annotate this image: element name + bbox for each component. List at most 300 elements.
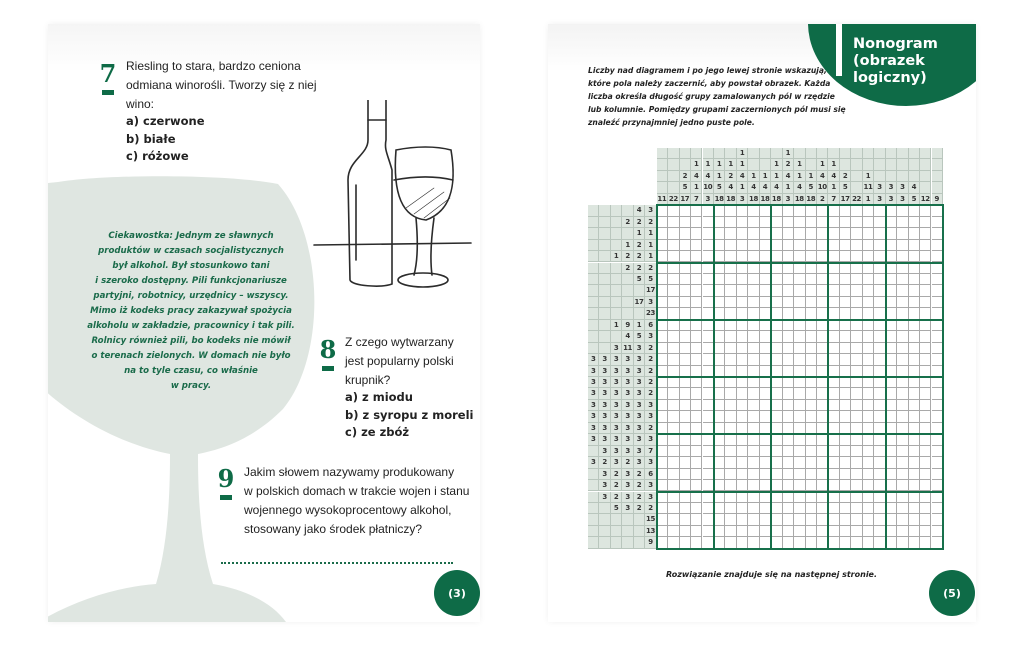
grid-cell[interactable] bbox=[771, 514, 782, 525]
grid-cell[interactable] bbox=[863, 274, 874, 285]
grid-cell[interactable] bbox=[840, 240, 851, 251]
grid-cell[interactable] bbox=[725, 503, 736, 514]
grid-cell[interactable] bbox=[840, 492, 851, 503]
grid-cell[interactable] bbox=[771, 274, 782, 285]
grid-cell[interactable] bbox=[909, 434, 920, 445]
grid-cell[interactable] bbox=[771, 446, 782, 457]
grid-cell[interactable] bbox=[714, 285, 725, 296]
grid-cell[interactable] bbox=[737, 274, 748, 285]
grid-cell[interactable] bbox=[897, 285, 908, 296]
grid-cell[interactable] bbox=[863, 354, 874, 365]
grid-cell[interactable] bbox=[714, 434, 725, 445]
grid-cell[interactable] bbox=[897, 297, 908, 308]
grid-cell[interactable] bbox=[920, 343, 931, 354]
grid-cell[interactable] bbox=[691, 514, 702, 525]
grid-cell[interactable] bbox=[863, 205, 874, 216]
grid-cell[interactable] bbox=[714, 514, 725, 525]
grid-cell[interactable] bbox=[783, 457, 794, 468]
grid-cell[interactable] bbox=[748, 469, 759, 480]
grid-cell[interactable] bbox=[851, 492, 862, 503]
grid-cell[interactable] bbox=[886, 446, 897, 457]
grid-cell[interactable] bbox=[668, 411, 679, 422]
grid-cell[interactable] bbox=[737, 240, 748, 251]
grid-cell[interactable] bbox=[909, 217, 920, 228]
grid-cell[interactable] bbox=[920, 388, 931, 399]
grid-cell[interactable] bbox=[920, 457, 931, 468]
grid-cell[interactable] bbox=[897, 388, 908, 399]
grid-cell[interactable] bbox=[828, 331, 839, 342]
grid-cell[interactable] bbox=[840, 217, 851, 228]
grid-cell[interactable] bbox=[771, 205, 782, 216]
grid-cell[interactable] bbox=[920, 354, 931, 365]
grid-cell[interactable] bbox=[657, 469, 668, 480]
grid-cell[interactable] bbox=[748, 217, 759, 228]
grid-cell[interactable] bbox=[748, 388, 759, 399]
grid-cell[interactable] bbox=[771, 411, 782, 422]
grid-cell[interactable] bbox=[840, 263, 851, 274]
grid-cell[interactable] bbox=[909, 400, 920, 411]
grid-cell[interactable] bbox=[737, 411, 748, 422]
grid-cell[interactable] bbox=[909, 469, 920, 480]
grid-cell[interactable] bbox=[886, 320, 897, 331]
grid-cell[interactable] bbox=[851, 400, 862, 411]
grid-cell[interactable] bbox=[794, 228, 805, 239]
grid-cell[interactable] bbox=[806, 469, 817, 480]
grid-cell[interactable] bbox=[909, 228, 920, 239]
answer-option-c[interactable]: c) różowe bbox=[126, 149, 189, 163]
grid-cell[interactable] bbox=[668, 354, 679, 365]
grid-cell[interactable] bbox=[840, 297, 851, 308]
grid-cell[interactable] bbox=[725, 205, 736, 216]
grid-cell[interactable] bbox=[909, 263, 920, 274]
grid-cell[interactable] bbox=[748, 263, 759, 274]
grid-cell[interactable] bbox=[714, 343, 725, 354]
grid-cell[interactable] bbox=[714, 274, 725, 285]
grid-cell[interactable] bbox=[863, 217, 874, 228]
grid-cell[interactable] bbox=[840, 434, 851, 445]
grid-cell[interactable] bbox=[840, 526, 851, 537]
grid-cell[interactable] bbox=[909, 492, 920, 503]
grid-cell[interactable] bbox=[851, 446, 862, 457]
grid-cell[interactable] bbox=[886, 240, 897, 251]
grid-cell[interactable] bbox=[680, 331, 691, 342]
grid-cell[interactable] bbox=[714, 526, 725, 537]
grid-cell[interactable] bbox=[737, 446, 748, 457]
grid-cell[interactable] bbox=[909, 457, 920, 468]
grid-cell[interactable] bbox=[886, 377, 897, 388]
grid-cell[interactable] bbox=[806, 240, 817, 251]
grid-cell[interactable] bbox=[771, 263, 782, 274]
grid-cell[interactable] bbox=[737, 297, 748, 308]
grid-cell[interactable] bbox=[840, 228, 851, 239]
grid-cell[interactable] bbox=[851, 343, 862, 354]
grid-cell[interactable] bbox=[920, 217, 931, 228]
grid-cell[interactable] bbox=[897, 354, 908, 365]
grid-cell[interactable] bbox=[828, 354, 839, 365]
grid-cell[interactable] bbox=[806, 503, 817, 514]
grid-cell[interactable] bbox=[828, 343, 839, 354]
grid-cell[interactable] bbox=[909, 354, 920, 365]
grid-cell[interactable] bbox=[783, 514, 794, 525]
grid-cell[interactable] bbox=[783, 331, 794, 342]
grid-cell[interactable] bbox=[680, 205, 691, 216]
grid-cell[interactable] bbox=[897, 274, 908, 285]
grid-cell[interactable] bbox=[737, 354, 748, 365]
grid-cell[interactable] bbox=[897, 217, 908, 228]
grid-cell[interactable] bbox=[886, 274, 897, 285]
grid-cell[interactable] bbox=[806, 331, 817, 342]
grid-cell[interactable] bbox=[680, 320, 691, 331]
grid-cell[interactable] bbox=[748, 457, 759, 468]
grid-cell[interactable] bbox=[737, 400, 748, 411]
grid-cell[interactable] bbox=[794, 297, 805, 308]
grid-cell[interactable] bbox=[897, 434, 908, 445]
grid-cell[interactable] bbox=[794, 526, 805, 537]
grid-cell[interactable] bbox=[897, 526, 908, 537]
grid-cell[interactable] bbox=[828, 446, 839, 457]
grid-cell[interactable] bbox=[737, 343, 748, 354]
grid-cell[interactable] bbox=[920, 446, 931, 457]
grid-cell[interactable] bbox=[725, 514, 736, 525]
grid-cell[interactable] bbox=[886, 217, 897, 228]
grid-cell[interactable] bbox=[851, 297, 862, 308]
grid-cell[interactable] bbox=[806, 205, 817, 216]
grid-cell[interactable] bbox=[657, 446, 668, 457]
grid-cell[interactable] bbox=[897, 411, 908, 422]
grid-cell[interactable] bbox=[863, 320, 874, 331]
grid-cell[interactable] bbox=[920, 274, 931, 285]
grid-cell[interactable] bbox=[714, 388, 725, 399]
grid-cell[interactable] bbox=[668, 297, 679, 308]
grid-cell[interactable] bbox=[783, 217, 794, 228]
grid-cell[interactable] bbox=[886, 526, 897, 537]
grid-cell[interactable] bbox=[794, 217, 805, 228]
grid-cell[interactable] bbox=[783, 205, 794, 216]
grid-cell[interactable] bbox=[828, 514, 839, 525]
grid-cell[interactable] bbox=[863, 285, 874, 296]
grid-cell[interactable] bbox=[920, 492, 931, 503]
grid-cell[interactable] bbox=[668, 205, 679, 216]
grid-cell[interactable] bbox=[886, 400, 897, 411]
grid-cell[interactable] bbox=[806, 388, 817, 399]
grid-cell[interactable] bbox=[897, 492, 908, 503]
grid-cell[interactable] bbox=[909, 205, 920, 216]
grid-cell[interactable] bbox=[851, 411, 862, 422]
grid-cell[interactable] bbox=[691, 331, 702, 342]
grid-cell[interactable] bbox=[863, 503, 874, 514]
grid-cell[interactable] bbox=[771, 434, 782, 445]
grid-cell[interactable] bbox=[657, 411, 668, 422]
grid-cell[interactable] bbox=[828, 526, 839, 537]
grid-cell[interactable] bbox=[794, 205, 805, 216]
grid-cell[interactable] bbox=[748, 514, 759, 525]
grid-cell[interactable] bbox=[886, 411, 897, 422]
grid-cell[interactable] bbox=[806, 492, 817, 503]
grid-cell[interactable] bbox=[783, 526, 794, 537]
grid-cell[interactable] bbox=[737, 514, 748, 525]
grid-cell[interactable] bbox=[737, 217, 748, 228]
grid-cell[interactable] bbox=[886, 514, 897, 525]
grid-cell[interactable] bbox=[806, 377, 817, 388]
grid-cell[interactable] bbox=[909, 297, 920, 308]
grid-cell[interactable] bbox=[691, 469, 702, 480]
grid-cell[interactable] bbox=[725, 240, 736, 251]
grid-cell[interactable] bbox=[886, 331, 897, 342]
grid-cell[interactable] bbox=[863, 377, 874, 388]
grid-cell[interactable] bbox=[840, 388, 851, 399]
grid-cell[interactable] bbox=[851, 514, 862, 525]
grid-cell[interactable] bbox=[657, 205, 668, 216]
grid-cell[interactable] bbox=[828, 285, 839, 296]
grid-cell[interactable] bbox=[828, 274, 839, 285]
grid-cell[interactable] bbox=[668, 514, 679, 525]
grid-cell[interactable] bbox=[680, 297, 691, 308]
grid-cell[interactable] bbox=[851, 377, 862, 388]
grid-cell[interactable] bbox=[783, 503, 794, 514]
grid-cell[interactable] bbox=[771, 297, 782, 308]
grid-cell[interactable] bbox=[748, 446, 759, 457]
grid-cell[interactable] bbox=[851, 240, 862, 251]
grid-cell[interactable] bbox=[909, 343, 920, 354]
grid-cell[interactable] bbox=[771, 285, 782, 296]
grid-cell[interactable] bbox=[794, 285, 805, 296]
grid-cell[interactable] bbox=[920, 297, 931, 308]
grid-cell[interactable] bbox=[691, 354, 702, 365]
grid-cell[interactable] bbox=[657, 228, 668, 239]
grid-cell[interactable] bbox=[897, 457, 908, 468]
grid-cell[interactable] bbox=[691, 274, 702, 285]
grid-cell[interactable] bbox=[657, 388, 668, 399]
grid-cell[interactable] bbox=[725, 526, 736, 537]
grid-cell[interactable] bbox=[806, 297, 817, 308]
grid-cell[interactable] bbox=[691, 297, 702, 308]
grid-cell[interactable] bbox=[863, 457, 874, 468]
grid-cell[interactable] bbox=[748, 240, 759, 251]
grid-cell[interactable] bbox=[920, 469, 931, 480]
grid-cell[interactable] bbox=[863, 469, 874, 480]
grid-cell[interactable] bbox=[771, 320, 782, 331]
grid-cell[interactable] bbox=[680, 400, 691, 411]
grid-cell[interactable] bbox=[748, 400, 759, 411]
grid-cell[interactable] bbox=[657, 240, 668, 251]
grid-cell[interactable] bbox=[714, 320, 725, 331]
grid-cell[interactable] bbox=[909, 320, 920, 331]
grid-cell[interactable] bbox=[668, 320, 679, 331]
grid-cell[interactable] bbox=[668, 446, 679, 457]
grid-cell[interactable] bbox=[794, 434, 805, 445]
grid-cell[interactable] bbox=[680, 263, 691, 274]
grid-cell[interactable] bbox=[794, 492, 805, 503]
grid-cell[interactable] bbox=[725, 331, 736, 342]
grid-cell[interactable] bbox=[806, 354, 817, 365]
grid-cell[interactable] bbox=[771, 217, 782, 228]
grid-cell[interactable] bbox=[886, 457, 897, 468]
grid-cell[interactable] bbox=[714, 331, 725, 342]
grid-cell[interactable] bbox=[714, 492, 725, 503]
grid-cell[interactable] bbox=[794, 514, 805, 525]
grid-cell[interactable] bbox=[863, 240, 874, 251]
grid-cell[interactable] bbox=[806, 446, 817, 457]
grid-cell[interactable] bbox=[737, 469, 748, 480]
grid-cell[interactable] bbox=[680, 492, 691, 503]
grid-cell[interactable] bbox=[863, 343, 874, 354]
grid-cell[interactable] bbox=[806, 434, 817, 445]
grid-cell[interactable] bbox=[737, 457, 748, 468]
grid-cell[interactable] bbox=[783, 285, 794, 296]
grid-cell[interactable] bbox=[783, 240, 794, 251]
grid-cell[interactable] bbox=[863, 228, 874, 239]
grid-cell[interactable] bbox=[897, 205, 908, 216]
grid-cell[interactable] bbox=[725, 446, 736, 457]
grid-cell[interactable] bbox=[897, 503, 908, 514]
grid-cell[interactable] bbox=[737, 503, 748, 514]
grid-cell[interactable] bbox=[897, 400, 908, 411]
grid-cell[interactable] bbox=[851, 354, 862, 365]
grid-cell[interactable] bbox=[828, 411, 839, 422]
grid-cell[interactable] bbox=[863, 388, 874, 399]
grid-cell[interactable] bbox=[668, 274, 679, 285]
grid-cell[interactable] bbox=[920, 503, 931, 514]
grid-cell[interactable] bbox=[897, 240, 908, 251]
grid-cell[interactable] bbox=[783, 228, 794, 239]
grid-cell[interactable] bbox=[771, 228, 782, 239]
grid-cell[interactable] bbox=[771, 503, 782, 514]
grid-cell[interactable] bbox=[840, 503, 851, 514]
grid-cell[interactable] bbox=[794, 331, 805, 342]
grid-cell[interactable] bbox=[668, 492, 679, 503]
grid-cell[interactable] bbox=[828, 469, 839, 480]
grid-cell[interactable] bbox=[794, 354, 805, 365]
grid-cell[interactable] bbox=[794, 320, 805, 331]
grid-cell[interactable] bbox=[897, 514, 908, 525]
grid-cell[interactable] bbox=[783, 297, 794, 308]
grid-cell[interactable] bbox=[737, 320, 748, 331]
grid-cell[interactable] bbox=[920, 526, 931, 537]
grid-cell[interactable] bbox=[737, 377, 748, 388]
grid-cell[interactable] bbox=[668, 217, 679, 228]
answer-line[interactable] bbox=[221, 562, 453, 564]
grid-cell[interactable] bbox=[863, 446, 874, 457]
grid-cell[interactable] bbox=[714, 446, 725, 457]
grid-cell[interactable] bbox=[920, 434, 931, 445]
grid-cell[interactable] bbox=[714, 457, 725, 468]
grid-cell[interactable] bbox=[748, 331, 759, 342]
grid-cell[interactable] bbox=[657, 263, 668, 274]
grid-cell[interactable] bbox=[771, 388, 782, 399]
grid-cell[interactable] bbox=[909, 377, 920, 388]
grid-cell[interactable] bbox=[863, 400, 874, 411]
grid-cell[interactable] bbox=[851, 331, 862, 342]
grid-cell[interactable] bbox=[725, 492, 736, 503]
grid-cell[interactable] bbox=[828, 457, 839, 468]
grid-cell[interactable] bbox=[680, 354, 691, 365]
grid-cell[interactable] bbox=[657, 514, 668, 525]
grid-cell[interactable] bbox=[691, 411, 702, 422]
grid-cell[interactable] bbox=[691, 526, 702, 537]
grid-cell[interactable] bbox=[840, 285, 851, 296]
grid-cell[interactable] bbox=[783, 354, 794, 365]
grid-cell[interactable] bbox=[691, 400, 702, 411]
grid-cell[interactable] bbox=[657, 331, 668, 342]
grid-cell[interactable] bbox=[783, 469, 794, 480]
grid-cell[interactable] bbox=[840, 400, 851, 411]
grid-cell[interactable] bbox=[840, 331, 851, 342]
grid-cell[interactable] bbox=[886, 492, 897, 503]
grid-cell[interactable] bbox=[909, 240, 920, 251]
grid-cell[interactable] bbox=[783, 492, 794, 503]
grid-cell[interactable] bbox=[668, 343, 679, 354]
grid-cell[interactable] bbox=[771, 331, 782, 342]
grid-cell[interactable] bbox=[725, 263, 736, 274]
grid-cell[interactable] bbox=[657, 503, 668, 514]
grid-cell[interactable] bbox=[748, 434, 759, 445]
grid-cell[interactable] bbox=[840, 457, 851, 468]
grid-cell[interactable] bbox=[725, 228, 736, 239]
grid-cell[interactable] bbox=[725, 434, 736, 445]
grid-cell[interactable] bbox=[748, 343, 759, 354]
grid-cell[interactable] bbox=[657, 320, 668, 331]
grid-cell[interactable] bbox=[828, 205, 839, 216]
grid-cell[interactable] bbox=[737, 434, 748, 445]
grid-cell[interactable] bbox=[680, 526, 691, 537]
grid-cell[interactable] bbox=[737, 285, 748, 296]
grid-cell[interactable] bbox=[886, 503, 897, 514]
grid-cell[interactable] bbox=[794, 400, 805, 411]
grid-cell[interactable] bbox=[863, 263, 874, 274]
grid-cell[interactable] bbox=[840, 446, 851, 457]
grid-cell[interactable] bbox=[920, 285, 931, 296]
grid-cell[interactable] bbox=[886, 434, 897, 445]
grid-cell[interactable] bbox=[657, 285, 668, 296]
grid-cell[interactable] bbox=[771, 469, 782, 480]
grid-cell[interactable] bbox=[828, 434, 839, 445]
grid-cell[interactable] bbox=[851, 320, 862, 331]
grid-cell[interactable] bbox=[794, 377, 805, 388]
grid-cell[interactable] bbox=[680, 514, 691, 525]
grid-cell[interactable] bbox=[886, 205, 897, 216]
grid-cell[interactable] bbox=[920, 331, 931, 342]
grid-cell[interactable] bbox=[748, 354, 759, 365]
grid-cell[interactable] bbox=[851, 263, 862, 274]
grid-cell[interactable] bbox=[668, 263, 679, 274]
grid-cell[interactable] bbox=[806, 285, 817, 296]
grid-cell[interactable] bbox=[691, 343, 702, 354]
grid-cell[interactable] bbox=[794, 240, 805, 251]
grid-cell[interactable] bbox=[691, 228, 702, 239]
grid-cell[interactable] bbox=[714, 503, 725, 514]
grid-cell[interactable] bbox=[783, 411, 794, 422]
grid-cell[interactable] bbox=[920, 377, 931, 388]
grid-cell[interactable] bbox=[748, 320, 759, 331]
grid-cell[interactable] bbox=[748, 228, 759, 239]
grid-cell[interactable] bbox=[806, 274, 817, 285]
grid-cell[interactable] bbox=[886, 388, 897, 399]
grid-cell[interactable] bbox=[737, 331, 748, 342]
grid-cell[interactable] bbox=[680, 274, 691, 285]
grid-cell[interactable] bbox=[920, 400, 931, 411]
grid-cell[interactable] bbox=[714, 411, 725, 422]
grid-cell[interactable] bbox=[897, 446, 908, 457]
grid-cell[interactable] bbox=[691, 240, 702, 251]
grid-cell[interactable] bbox=[691, 457, 702, 468]
grid-cell[interactable] bbox=[725, 469, 736, 480]
grid-cell[interactable] bbox=[657, 457, 668, 468]
grid-cell[interactable] bbox=[840, 377, 851, 388]
grid-cell[interactable] bbox=[897, 331, 908, 342]
grid-cell[interactable] bbox=[897, 228, 908, 239]
grid-cell[interactable] bbox=[714, 400, 725, 411]
grid-cell[interactable] bbox=[794, 274, 805, 285]
